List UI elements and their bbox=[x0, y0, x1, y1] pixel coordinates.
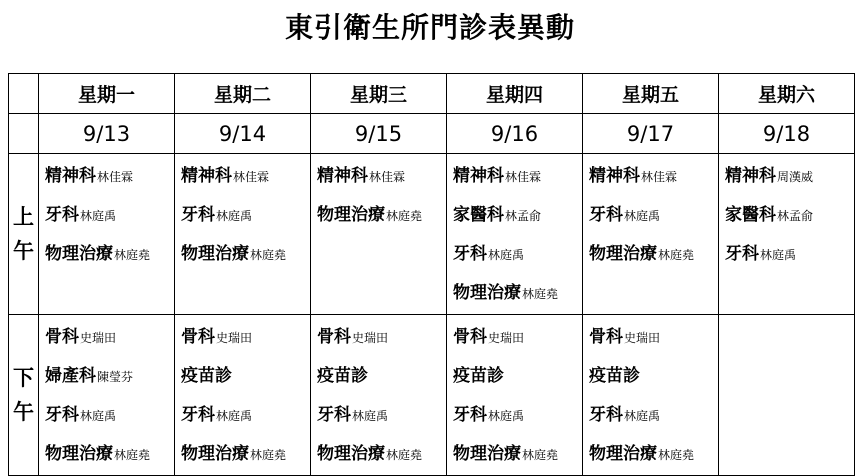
department-name: 骨科 bbox=[589, 327, 623, 347]
clinic-entry bbox=[317, 397, 446, 436]
clinic-entry bbox=[45, 236, 174, 275]
period-char: 上 bbox=[13, 205, 34, 229]
doctor-name: 林佳霖 bbox=[369, 170, 406, 184]
department-name: 疫苗診 bbox=[181, 366, 232, 386]
doctor-name: 林庭禹 bbox=[80, 209, 117, 223]
department-name: 牙科 bbox=[45, 205, 79, 225]
doctor-name: 林庭堯 bbox=[522, 287, 559, 301]
department-name: 骨科 bbox=[317, 327, 351, 347]
department-name: 物理治療 bbox=[317, 205, 385, 225]
doctor-name: 林庭堯 bbox=[658, 448, 695, 462]
doctor-name: 林孟俞 bbox=[777, 209, 814, 223]
department-name: 物理治療 bbox=[181, 244, 249, 264]
department-name: 物理治療 bbox=[317, 444, 385, 464]
doctor-name: 林佳霖 bbox=[505, 170, 542, 184]
clinic-entry bbox=[589, 236, 718, 275]
doctor-name: 林孟俞 bbox=[505, 209, 542, 223]
afternoon-cell bbox=[175, 315, 311, 476]
doctor-name: 周漢威 bbox=[777, 170, 814, 184]
department-name: 婦產科 bbox=[45, 366, 96, 386]
clinic-entry bbox=[45, 319, 174, 358]
clinic-entry bbox=[453, 397, 582, 436]
department-name: 疫苗診 bbox=[453, 366, 504, 386]
morning-label bbox=[9, 154, 39, 315]
clinic-entry bbox=[589, 197, 718, 236]
clinic-entry bbox=[589, 436, 718, 475]
clinic-entry bbox=[317, 158, 446, 197]
period-char: 午 bbox=[13, 400, 34, 424]
department-name: 家醫科 bbox=[725, 205, 776, 225]
clinic-entry bbox=[453, 275, 582, 314]
clinic-schedule-table bbox=[8, 73, 855, 476]
department-name: 物理治療 bbox=[45, 244, 113, 264]
department-name: 精神科 bbox=[725, 166, 776, 186]
doctor-name: 林佳霖 bbox=[97, 170, 134, 184]
weekday-header: 星期三 bbox=[311, 74, 447, 114]
department-name: 精神科 bbox=[317, 166, 368, 186]
clinic-entry bbox=[317, 358, 446, 397]
department-name: 物理治療 bbox=[453, 444, 521, 464]
doctor-name: 林庭禹 bbox=[488, 248, 525, 262]
doctor-name: 林佳霖 bbox=[233, 170, 270, 184]
department-name: 牙科 bbox=[453, 244, 487, 264]
afternoon-row bbox=[9, 315, 855, 476]
department-name: 骨科 bbox=[45, 327, 79, 347]
morning-cell bbox=[175, 154, 311, 315]
morning-cell bbox=[39, 154, 175, 315]
doctor-name: 林庭禹 bbox=[760, 248, 797, 262]
date-row-label-cell bbox=[9, 114, 39, 154]
doctor-name: 林庭禹 bbox=[352, 409, 389, 423]
date-header: 9/14 bbox=[175, 114, 311, 154]
department-name: 疫苗診 bbox=[317, 366, 368, 386]
doctor-name: 林庭禹 bbox=[624, 209, 661, 223]
clinic-entry bbox=[725, 158, 854, 197]
doctor-name: 林庭堯 bbox=[250, 448, 287, 462]
clinic-entry bbox=[725, 197, 854, 236]
clinic-entry bbox=[317, 436, 446, 475]
page-title: 東引衛生所門診表異動 bbox=[284, 11, 575, 44]
department-name: 牙科 bbox=[589, 405, 623, 425]
clinic-entry bbox=[181, 319, 310, 358]
afternoon-cell bbox=[447, 315, 583, 476]
date-header: 9/16 bbox=[447, 114, 583, 154]
clinic-entry bbox=[453, 236, 582, 275]
doctor-name: 林庭堯 bbox=[114, 448, 151, 462]
clinic-entry bbox=[453, 436, 582, 475]
weekday-header: 星期六 bbox=[719, 74, 855, 114]
department-name: 牙科 bbox=[181, 205, 215, 225]
doctor-name: 林庭堯 bbox=[522, 448, 559, 462]
morning-cell bbox=[447, 154, 583, 315]
department-name: 精神科 bbox=[181, 166, 232, 186]
afternoon-cell bbox=[311, 315, 447, 476]
doctor-name: 林庭堯 bbox=[386, 448, 423, 462]
weekday-header: 星期四 bbox=[447, 74, 583, 114]
clinic-entry bbox=[453, 158, 582, 197]
department-name: 牙科 bbox=[453, 405, 487, 425]
department-name: 疫苗診 bbox=[589, 366, 640, 386]
morning-cell bbox=[583, 154, 719, 315]
weekday-header-row bbox=[9, 74, 855, 114]
afternoon-cell bbox=[719, 315, 855, 476]
afternoon-cell bbox=[39, 315, 175, 476]
department-name: 牙科 bbox=[181, 405, 215, 425]
department-name: 物理治療 bbox=[589, 444, 657, 464]
department-name: 精神科 bbox=[589, 166, 640, 186]
department-name: 物理治療 bbox=[589, 244, 657, 264]
clinic-entry bbox=[45, 358, 174, 397]
clinic-entry bbox=[45, 436, 174, 475]
doctor-name: 史瑞田 bbox=[216, 331, 253, 345]
morning-cell bbox=[719, 154, 855, 315]
clinic-entry bbox=[589, 158, 718, 197]
department-name: 骨科 bbox=[453, 327, 487, 347]
doctor-name: 史瑞田 bbox=[80, 331, 117, 345]
doctor-name: 史瑞田 bbox=[624, 331, 661, 345]
weekday-header: 星期二 bbox=[175, 74, 311, 114]
department-name: 物理治療 bbox=[45, 444, 113, 464]
morning-cell bbox=[311, 154, 447, 315]
doctor-name: 林庭禹 bbox=[216, 209, 253, 223]
department-name: 精神科 bbox=[45, 166, 96, 186]
clinic-entry bbox=[725, 236, 854, 275]
clinic-entry bbox=[181, 236, 310, 275]
corner-cell bbox=[9, 74, 39, 114]
weekday-header: 星期一 bbox=[39, 74, 175, 114]
department-name: 物理治療 bbox=[453, 283, 521, 303]
clinic-entry bbox=[453, 319, 582, 358]
doctor-name: 陳瑩芬 bbox=[97, 370, 134, 384]
clinic-entry bbox=[45, 397, 174, 436]
department-name: 家醫科 bbox=[453, 205, 504, 225]
doctor-name: 林庭堯 bbox=[250, 248, 287, 262]
period-char: 下 bbox=[13, 366, 34, 390]
clinic-entry bbox=[181, 158, 310, 197]
department-name: 牙科 bbox=[317, 405, 351, 425]
morning-row bbox=[9, 154, 855, 315]
clinic-entry bbox=[45, 197, 174, 236]
doctor-name: 林庭堯 bbox=[386, 209, 423, 223]
date-header: 9/13 bbox=[39, 114, 175, 154]
afternoon-cell bbox=[583, 315, 719, 476]
clinic-entry bbox=[317, 319, 446, 358]
doctor-name: 林佳霖 bbox=[641, 170, 678, 184]
department-name: 牙科 bbox=[725, 244, 759, 264]
doctor-name: 林庭堯 bbox=[658, 248, 695, 262]
clinic-entry bbox=[181, 436, 310, 475]
doctor-name: 林庭堯 bbox=[114, 248, 151, 262]
doctor-name: 林庭禹 bbox=[216, 409, 253, 423]
clinic-entry bbox=[317, 197, 446, 236]
clinic-entry bbox=[589, 397, 718, 436]
date-header: 9/15 bbox=[311, 114, 447, 154]
date-header: 9/17 bbox=[583, 114, 719, 154]
clinic-entry bbox=[453, 358, 582, 397]
department-name: 精神科 bbox=[453, 166, 504, 186]
department-name: 牙科 bbox=[45, 405, 79, 425]
afternoon-label bbox=[9, 315, 39, 476]
clinic-entry bbox=[181, 197, 310, 236]
clinic-entry bbox=[181, 397, 310, 436]
doctor-name: 林庭禹 bbox=[624, 409, 661, 423]
doctor-name: 史瑞田 bbox=[352, 331, 389, 345]
doctor-name: 林庭禹 bbox=[488, 409, 525, 423]
doctor-name: 林庭禹 bbox=[80, 409, 117, 423]
clinic-entry bbox=[589, 358, 718, 397]
clinic-entry bbox=[453, 197, 582, 236]
clinic-entry bbox=[45, 158, 174, 197]
weekday-header: 星期五 bbox=[583, 74, 719, 114]
date-header-row bbox=[9, 114, 855, 154]
department-name: 物理治療 bbox=[181, 444, 249, 464]
department-name: 牙科 bbox=[589, 205, 623, 225]
doctor-name: 史瑞田 bbox=[488, 331, 525, 345]
clinic-entry bbox=[589, 319, 718, 358]
period-char: 午 bbox=[13, 239, 34, 263]
department-name: 骨科 bbox=[181, 327, 215, 347]
clinic-entry bbox=[181, 358, 310, 397]
date-header: 9/18 bbox=[719, 114, 855, 154]
